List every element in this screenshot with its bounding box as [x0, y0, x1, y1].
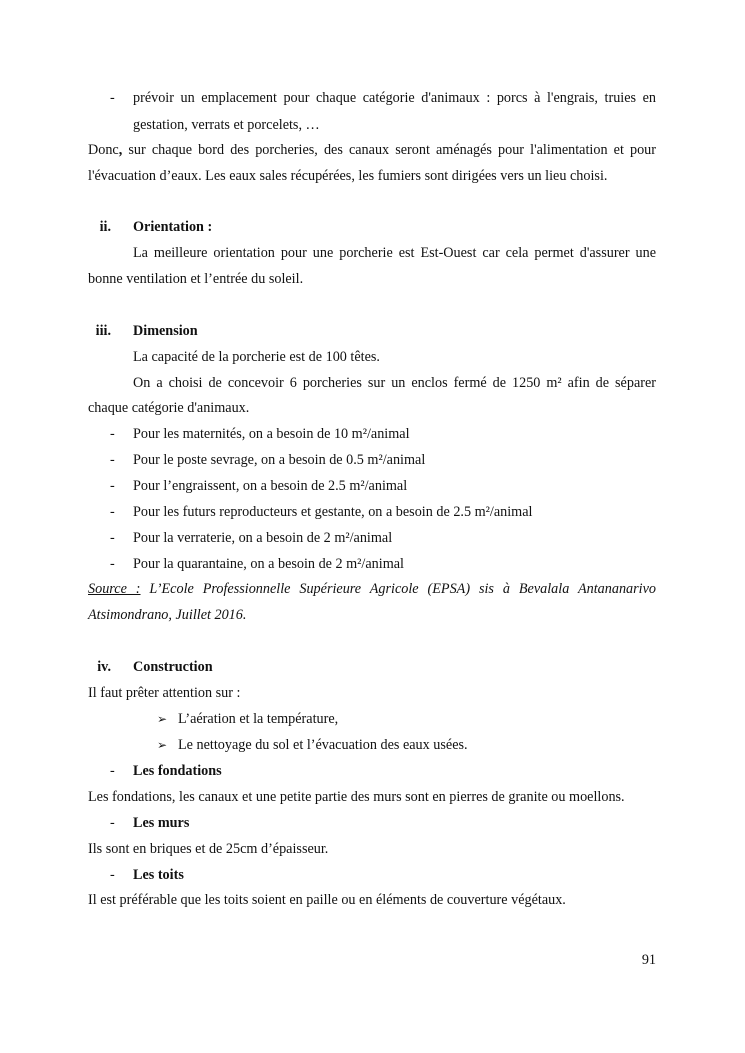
list-item-dash: - [110, 504, 115, 520]
fondations-dash: - [110, 763, 115, 779]
murs-title: Les murs [133, 815, 190, 831]
section-ii-title: Orientation : [133, 219, 213, 235]
list-item: Pour le poste sevrage, on a besoin de 0.5 m²/animal [133, 452, 426, 468]
top-bullet-line1: prévoir un emplacement pour chaque catégorie d'animaux : porcs à l'engrais, truies en [133, 90, 656, 106]
donc-lead: Donc [88, 142, 119, 158]
fondations-title: Les fondations [133, 763, 222, 779]
murs-dash: - [110, 815, 115, 831]
section-iii-para2-line2: chaque catégorie d'animaux. [88, 400, 250, 416]
fondations-text: Les fondations, les canaux et une petite partie des murs sont en pierres de granite ou moellons. [88, 789, 625, 805]
top-bullet-line2: gestation, verrats et porcelets, … [133, 117, 320, 133]
list-item-dash: - [110, 530, 115, 546]
list-item-dash: - [110, 556, 115, 572]
construction-intro: Il faut prêter attention sur : [88, 685, 241, 701]
bullet-dash: - [110, 90, 115, 106]
list-item-dash: - [110, 426, 115, 442]
donc-line1-rest: sur chaque bord des porcheries, des canaux seront aménagés pour l'alimentation et pour [122, 142, 656, 158]
section-ii-line2: bonne ventilation et l’entrée du soleil. [88, 271, 304, 287]
list-item: Pour la quarantaine, on a besoin de 2 m²/animal [133, 556, 404, 572]
source-line1 [88, 580, 656, 598]
donc-lead-comma: , [118, 142, 123, 158]
section-iii-title: Dimension [133, 323, 198, 339]
list-item: Pour les maternités, on a besoin de 10 m²/animal [133, 426, 410, 442]
toits-text: Il est préférable que les toits soient en paille ou en éléments de couverture végétaux. [88, 892, 566, 908]
arrow-list-item: L’aération et la température, [178, 711, 339, 727]
list-item-dash: - [110, 452, 115, 468]
source-text: L’Ecole Professionnelle Supérieure Agricole (EPSA) sis à Bevalala Antananarivo [140, 581, 656, 597]
section-iv-numeral: iv. [97, 659, 111, 675]
section-iii-para1: La capacité de la porcherie est de 100 têtes. [133, 349, 380, 365]
section-iv-title: Construction [133, 659, 213, 675]
toits-dash: - [110, 867, 115, 883]
list-item: Pour l’engraissent, on a besoin de 2.5 m²/animal [133, 478, 408, 494]
section-iii-numeral: iii. [95, 323, 111, 339]
arrow-bullet-icon: ➢ [157, 712, 168, 726]
source-line2: Atsimondrano, Juillet 2016. [88, 607, 247, 623]
source-label: Source : [88, 581, 141, 597]
list-item: Pour la verraterie, on a besoin de 2 m²/animal [133, 530, 393, 546]
arrow-bullet-icon: ➢ [157, 738, 168, 752]
page-number: 91 [641, 952, 656, 968]
donc-paragraph-line1 [88, 141, 656, 159]
section-ii-numeral: ii. [99, 219, 111, 235]
arrow-list-item: Le nettoyage du sol et l’évacuation des eaux usées. [178, 737, 468, 753]
list-item: Pour les futurs reproducteurs et gestante, on a besoin de 2.5 m²/animal [133, 504, 533, 520]
donc-paragraph-line2: l'évacuation d’eaux. Les eaux sales récupérées, les fumiers sont dirigées vers un lieu choisi. [88, 168, 608, 184]
section-ii-line1: La meilleure orientation pour une porcherie est Est-Ouest car cela permet d'assurer une [133, 245, 656, 261]
list-item-dash: - [110, 478, 115, 494]
toits-title: Les toits [133, 867, 184, 883]
section-iii-para2-line1: On a choisi de concevoir 6 porcheries sur un enclos fermé de 1250 m² afin de séparer [133, 375, 656, 391]
murs-text: Ils sont en briques et de 25cm d’épaisseur. [88, 841, 329, 857]
